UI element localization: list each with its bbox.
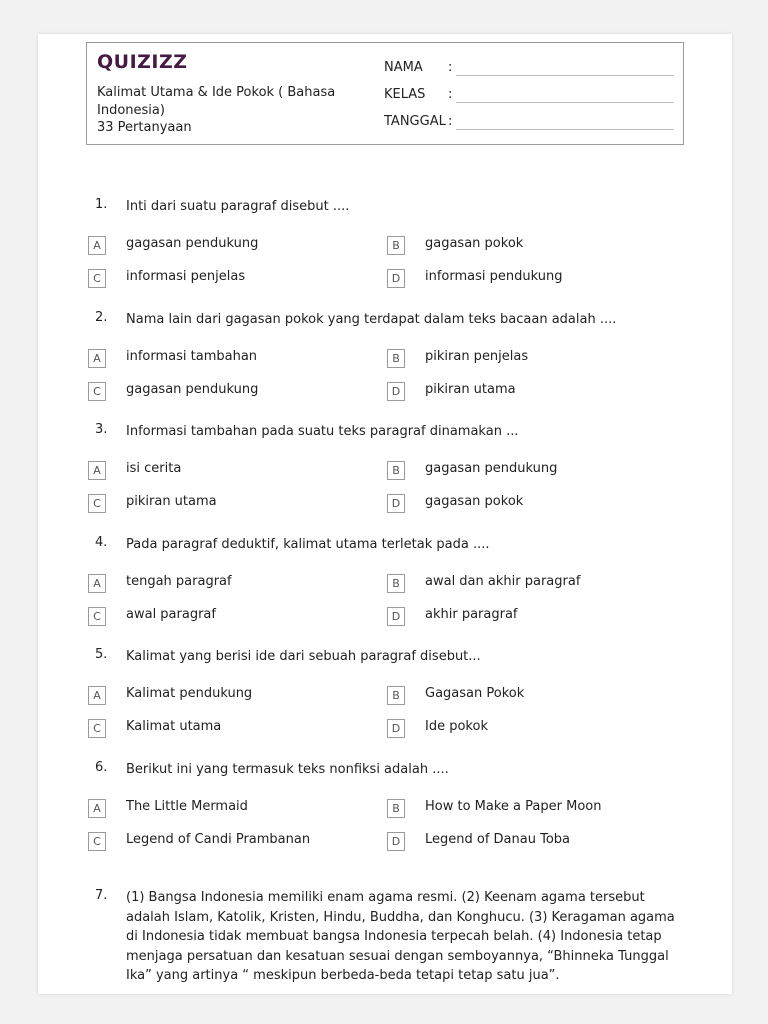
quizizz-logo: QUIZIZZ (97, 51, 188, 73)
option-text: informasi tambahan (126, 349, 258, 364)
name-field[interactable] (384, 60, 674, 80)
name-label: NAMA (384, 60, 423, 75)
option-letter-box[interactable]: B (387, 574, 405, 593)
question-text: (1) Bangsa Indonesia memiliki enam agama resmi. (2) Keenam agama tersebut adalah Islam, Katolik, Kristen, Hindu, Buddha, dan Konghucu. (3) Keragaman agama di Indonesia tidak membuat bangsa Indonesia terpecah belah. (4) Indonesia tetap menjaga persatuan dan kesatuan sesuai dengan semboyannya, “Bhinneka Tunggal Ika” yang artinya “ meskipun berbeda-beda tetapi tetap satu jua”. (126, 890, 675, 983)
option-text: awal dan akhir paragraf (425, 574, 581, 589)
class-label: KELAS (384, 87, 426, 102)
option-letter-box[interactable]: A (88, 574, 106, 593)
option-text: Legend of Candi Prambanan (126, 832, 311, 847)
question-number: 4. (95, 535, 108, 550)
option-letter-box[interactable]: D (387, 494, 405, 513)
option-text: gagasan pokok (425, 494, 524, 509)
option-letter-box[interactable]: C (88, 494, 106, 513)
date-colon: : (448, 114, 453, 129)
option-letter-box[interactable]: A (88, 236, 106, 255)
option-letter-box[interactable]: D (387, 269, 405, 288)
option-letter-box[interactable]: B (387, 349, 405, 368)
name-blank-line[interactable] (456, 75, 674, 76)
option-text: akhir paragraf (425, 607, 518, 622)
option-text: gagasan pendukung (126, 236, 259, 251)
question-number: 1. (95, 197, 108, 212)
option-letter-box[interactable]: D (387, 719, 405, 738)
question-number: 6. (95, 760, 108, 775)
option-text: isi cerita (126, 461, 182, 476)
date-field[interactable] (384, 114, 674, 134)
option-letter-box[interactable]: A (88, 461, 106, 480)
option-text: The Little Mermaid (126, 799, 248, 814)
option-text: tengah paragraf (126, 574, 232, 589)
question-text: Inti dari suatu paragraf disebut .... (126, 199, 350, 214)
option-letter-box[interactable]: C (88, 832, 106, 851)
worksheet-page (38, 34, 732, 994)
option-letter-box[interactable]: D (387, 832, 405, 851)
option-text: informasi penjelas (126, 269, 246, 284)
option-letter-box[interactable]: C (88, 607, 106, 626)
option-text: awal paragraf (126, 607, 216, 622)
question-text: Berikut ini yang termasuk teks nonfiksi adalah .... (126, 762, 449, 777)
option-text: Kalimat utama (126, 719, 222, 734)
class-blank-line[interactable] (456, 102, 674, 103)
option-letter-box[interactable]: A (88, 799, 106, 818)
option-text: Gagasan Pokok (425, 686, 525, 701)
option-text: gagasan pokok (425, 236, 524, 251)
question-number: 3. (95, 422, 108, 437)
option-text: pikiran penjelas (425, 349, 529, 364)
option-text: pikiran utama (126, 494, 217, 509)
option-text: Legend of Danau Toba (425, 832, 571, 847)
option-letter-box[interactable]: B (387, 236, 405, 255)
quiz-title: Kalimat Utama & Ide Pokok ( Bahasa Indonesia) (97, 85, 336, 118)
question-text: Nama lain dari gagasan pokok yang terdapat dalam teks bacaan adalah .... (126, 312, 617, 327)
option-letter-box[interactable]: B (387, 461, 405, 480)
question-text: Pada paragraf deduktif, kalimat utama terletak pada .... (126, 537, 490, 552)
option-letter-box[interactable]: C (88, 719, 106, 738)
option-text: informasi pendukung (425, 269, 563, 284)
option-letter-box[interactable]: B (387, 686, 405, 705)
option-text: gagasan pendukung (126, 382, 259, 397)
question-number: 2. (95, 310, 108, 325)
question-count: 33 Pertanyaan (97, 120, 192, 135)
class-field[interactable] (384, 87, 674, 107)
worksheet-header (86, 42, 684, 145)
question-text: Kalimat yang berisi ide dari sebuah paragraf disebut... (126, 649, 481, 664)
option-letter-box[interactable]: C (88, 269, 106, 288)
option-text: Kalimat pendukung (126, 686, 253, 701)
option-text: gagasan pendukung (425, 461, 558, 476)
date-label: TANGGAL (384, 114, 446, 129)
question-number: 5. (95, 647, 108, 662)
name-colon: : (448, 60, 453, 75)
option-letter-box[interactable]: A (88, 686, 106, 705)
option-letter-box[interactable]: C (88, 382, 106, 401)
date-blank-line[interactable] (456, 129, 674, 130)
option-letter-box[interactable]: D (387, 607, 405, 626)
option-text: pikiran utama (425, 382, 516, 397)
option-letter-box[interactable]: D (387, 382, 405, 401)
option-letter-box[interactable]: A (88, 349, 106, 368)
question-number: 7. (95, 888, 108, 903)
question-text: Informasi tambahan pada suatu teks paragraf dinamakan ... (126, 424, 519, 439)
option-letter-box[interactable]: B (387, 799, 405, 818)
class-colon: : (448, 87, 453, 102)
option-text: Ide pokok (425, 719, 488, 734)
option-text: How to Make a Paper Moon (425, 799, 602, 814)
